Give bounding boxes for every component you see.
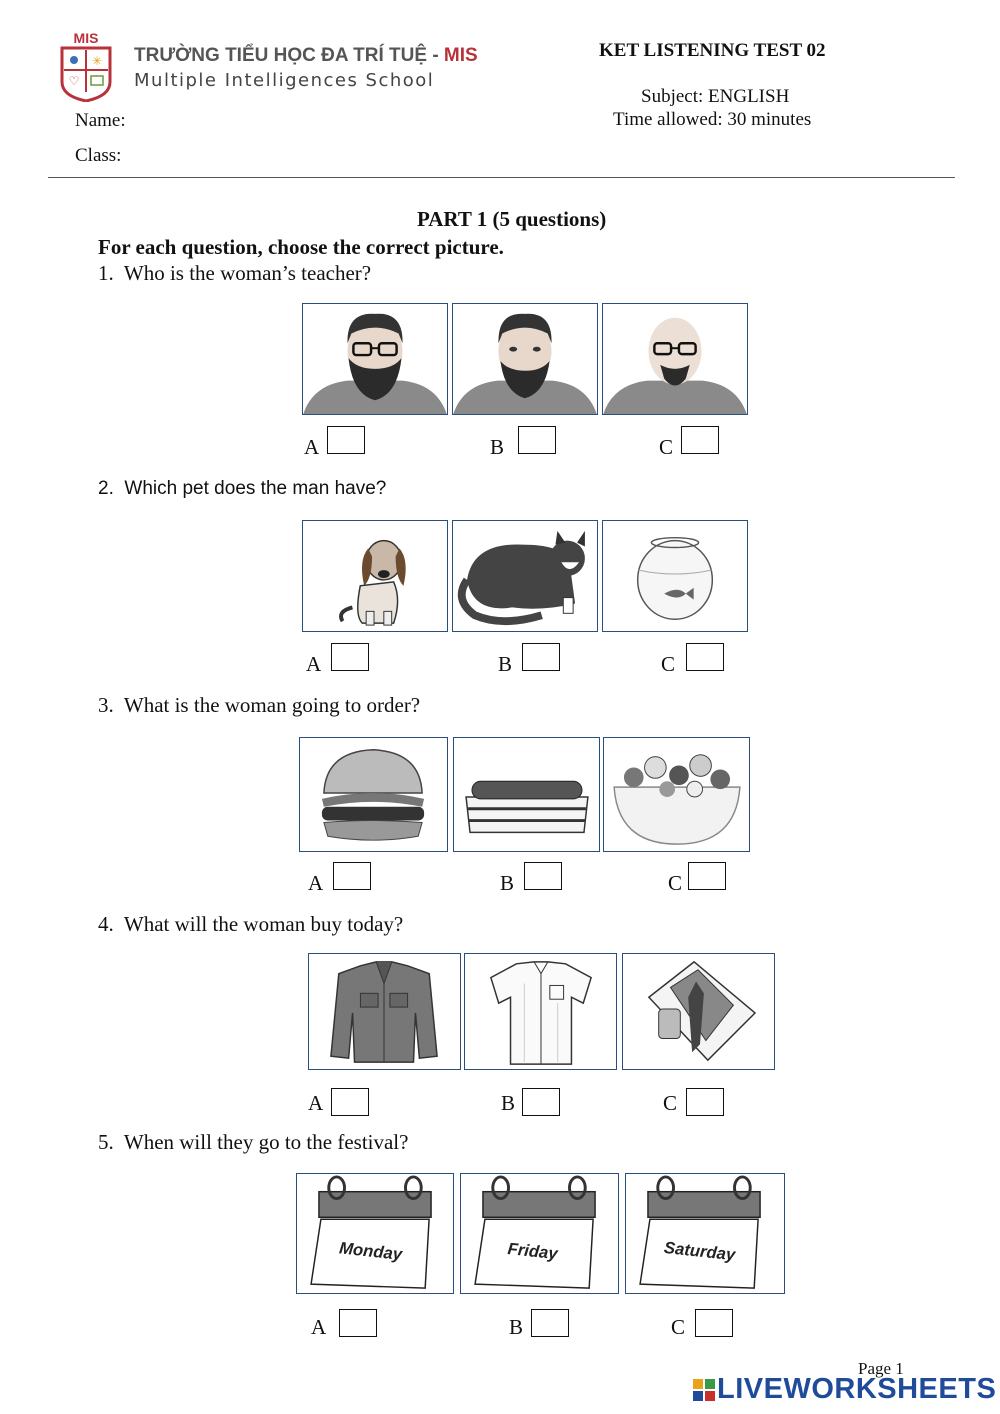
q5-picture-c (625, 1173, 785, 1294)
q2-option-b-label: B (498, 652, 513, 676)
q5-option-c-box[interactable] (695, 1309, 733, 1337)
q2-option-b-box[interactable] (522, 643, 560, 671)
q4-option-b-label: B (501, 1091, 516, 1115)
page-number: Page 1 (858, 1359, 904, 1378)
part-title: PART 1 (5 questions) (417, 207, 607, 231)
q1-picture-a (302, 303, 448, 415)
q2-picture-c (602, 520, 748, 632)
q3-picture-b (453, 737, 600, 852)
q1-option-a-box[interactable] (327, 426, 365, 454)
part-instruction: For each question, choose the correct picture. (98, 235, 504, 259)
svg-text:Saturday: Saturday (663, 1237, 737, 1265)
q4-picture-c (622, 953, 775, 1070)
q2-option-c-label: C (661, 652, 676, 676)
school-name-en: Multiple Intelligences School (134, 70, 435, 91)
q4-option-a-label: A (308, 1091, 324, 1115)
q5-picture-a (296, 1173, 454, 1294)
liveworksheets-logo-icon (692, 1378, 716, 1402)
q1-option-b-label: B (490, 435, 505, 459)
question-4: 4. What will the woman buy today? (98, 912, 404, 936)
test-title: KET LISTENING TEST 02 (599, 40, 826, 61)
q3-picture-c (603, 737, 750, 852)
q4-option-a-box[interactable] (331, 1088, 369, 1116)
q3-option-c-box[interactable] (688, 862, 726, 890)
q1-option-b-box[interactable] (518, 426, 556, 454)
q4-option-c-box[interactable] (686, 1088, 724, 1116)
q1-option-c-label: C (659, 435, 674, 459)
q2-picture-a (302, 520, 448, 632)
question-1: 1. Who is the woman’s teacher? (98, 261, 372, 285)
q1-picture-c (602, 303, 748, 415)
q3-option-b-label: B (500, 871, 515, 895)
question-2: 2. Which pet does the man have? (98, 478, 387, 499)
q5-option-b-label: B (509, 1315, 524, 1339)
q2-option-a-box[interactable] (331, 643, 369, 671)
q3-option-c-label: C (668, 871, 683, 895)
q5-option-a-label: A (311, 1315, 327, 1339)
q2-picture-b (452, 520, 598, 632)
svg-text:Monday: Monday (338, 1238, 404, 1264)
q2-option-c-box[interactable] (686, 643, 724, 671)
q3-option-a-label: A (308, 871, 324, 895)
liveworksheets-brand[interactable]: LIVEWORKSHEETS (717, 1373, 997, 1405)
q4-picture-a (308, 953, 461, 1070)
q4-option-c-label: C (663, 1091, 678, 1115)
test-time: Time allowed: 30 minutes (613, 109, 812, 130)
q5-option-c-label: C (671, 1315, 686, 1339)
q4-option-b-box[interactable] (522, 1088, 560, 1116)
school-name-vn: TRƯỜNG TIỂU HỌC ĐA TRÍ TUỆ - MIS (134, 45, 478, 66)
q5-picture-b (460, 1173, 619, 1294)
q3-picture-a (299, 737, 448, 852)
class-label: Class: (75, 145, 122, 166)
svg-text:MIS: MIS (73, 30, 99, 46)
name-label: Name: (75, 110, 126, 131)
test-subject: Subject: ENGLISH (641, 86, 790, 107)
q4-picture-b (464, 953, 617, 1070)
svg-text:♡: ♡ (68, 74, 80, 88)
q3-option-a-box[interactable] (333, 862, 371, 890)
question-5: 5. When will they go to the festival? (98, 1130, 409, 1154)
q1-option-a-label: A (304, 435, 320, 459)
svg-text:✳: ✳ (91, 54, 103, 68)
q5-option-a-box[interactable] (339, 1309, 377, 1337)
q3-option-b-box[interactable] (524, 862, 562, 890)
header-divider (48, 177, 955, 178)
q1-option-c-box[interactable] (681, 426, 719, 454)
q5-option-b-box[interactable] (531, 1309, 569, 1337)
q2-option-a-label: A (306, 652, 322, 676)
q1-picture-b (452, 303, 598, 415)
svg-text:Friday: Friday (506, 1239, 559, 1264)
question-3: 3. What is the woman going to order? (98, 693, 421, 717)
school-logo (58, 30, 114, 102)
